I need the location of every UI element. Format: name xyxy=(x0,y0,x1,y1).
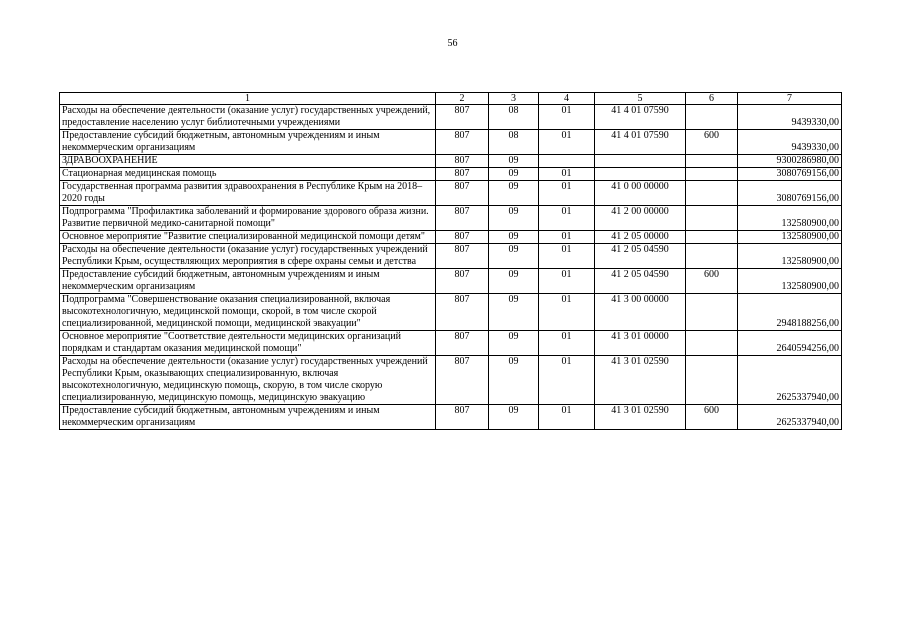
row-target-article: 41 2 05 00000 xyxy=(595,231,686,244)
row-expense-type xyxy=(686,231,738,244)
header-row xyxy=(60,93,842,105)
column-header: 5 xyxy=(595,93,686,105)
row-description: ЗДРАВООХРАНЕНИЕ xyxy=(60,155,436,168)
row-amount: 132580900,00 xyxy=(738,269,842,294)
row-grbs-code: 807 xyxy=(436,356,489,405)
row-section: 09 xyxy=(489,181,539,206)
row-description: Расходы на обеспечение деятельности (оказание услуг) государственных учреждений Республики Крым, осуществляющих мероприятия в сфере охраны семьи и детства xyxy=(60,244,436,269)
row-expense-type xyxy=(686,105,738,130)
row-expense-type xyxy=(686,181,738,206)
row-target-article: 41 3 00 00000 xyxy=(595,294,686,331)
table-row xyxy=(60,231,842,244)
row-subsection: 01 xyxy=(539,105,595,130)
table-row xyxy=(60,155,842,168)
row-expense-type xyxy=(686,331,738,356)
row-subsection: 01 xyxy=(539,130,595,155)
column-header: 6 xyxy=(686,93,738,105)
row-amount: 2625337940,00 xyxy=(738,356,842,405)
row-amount: 132580900,00 xyxy=(738,231,842,244)
row-subsection xyxy=(539,155,595,168)
row-expense-type: 600 xyxy=(686,269,738,294)
row-target-article: 41 3 01 02590 xyxy=(595,356,686,405)
table-row xyxy=(60,130,842,155)
row-section: 09 xyxy=(489,231,539,244)
table-row xyxy=(60,294,842,331)
table-row xyxy=(60,244,842,269)
row-subsection: 01 xyxy=(539,405,595,430)
row-grbs-code: 807 xyxy=(436,206,489,231)
row-section: 08 xyxy=(489,130,539,155)
table-row xyxy=(60,206,842,231)
row-section: 09 xyxy=(489,331,539,356)
row-target-article: 41 3 01 00000 xyxy=(595,331,686,356)
row-section: 09 xyxy=(489,356,539,405)
row-subsection: 01 xyxy=(539,168,595,181)
row-target-article xyxy=(595,168,686,181)
row-section: 09 xyxy=(489,168,539,181)
row-grbs-code: 807 xyxy=(436,181,489,206)
row-expense-type xyxy=(686,294,738,331)
row-expense-type: 600 xyxy=(686,130,738,155)
row-amount: 132580900,00 xyxy=(738,244,842,269)
column-header: 1 xyxy=(60,93,436,105)
row-target-article: 41 4 01 07590 xyxy=(595,130,686,155)
row-target-article: 41 2 05 04590 xyxy=(595,269,686,294)
table-row xyxy=(60,105,842,130)
row-amount: 9439330,00 xyxy=(738,130,842,155)
row-description: Основное мероприятие "Соответствие деятельности медицинских организаций порядкам и стандартам оказания медицинской помощи" xyxy=(60,331,436,356)
row-subsection: 01 xyxy=(539,244,595,269)
row-description: Предоставление субсидий бюджетным, автономным учреждениям и иным некоммерческим организациям xyxy=(60,130,436,155)
row-target-article xyxy=(595,155,686,168)
row-amount: 2625337940,00 xyxy=(738,405,842,430)
row-expense-type xyxy=(686,206,738,231)
row-expense-type xyxy=(686,244,738,269)
row-description: Предоставление субсидий бюджетным, автономным учреждениям и иным некоммерческим организациям xyxy=(60,269,436,294)
row-subsection: 01 xyxy=(539,356,595,405)
row-target-article: 41 2 00 00000 xyxy=(595,206,686,231)
table-row xyxy=(60,405,842,430)
row-grbs-code: 807 xyxy=(436,405,489,430)
row-description: Расходы на обеспечение деятельности (оказание услуг) государственных учреждений Республики Крым, оказывающих специализированную, включая высокотехнологичную, медицинскую помощь, скорую, в том числе скорую специализированную, медицинскую помощь, медицинскую эвакуацию xyxy=(60,356,436,405)
row-grbs-code: 807 xyxy=(436,244,489,269)
row-subsection: 01 xyxy=(539,269,595,294)
row-description: Стационарная медицинская помощь xyxy=(60,168,436,181)
row-subsection: 01 xyxy=(539,331,595,356)
row-grbs-code: 807 xyxy=(436,155,489,168)
table-row xyxy=(60,331,842,356)
row-section: 08 xyxy=(489,105,539,130)
row-amount: 9300286980,00 xyxy=(738,155,842,168)
row-amount: 9439330,00 xyxy=(738,105,842,130)
row-amount: 132580900,00 xyxy=(738,206,842,231)
row-description: Государственная программа развития здравоохранения в Республике Крым на 2018–2020 годы xyxy=(60,181,436,206)
row-section: 09 xyxy=(489,294,539,331)
row-grbs-code: 807 xyxy=(436,231,489,244)
row-description: Предоставление субсидий бюджетным, автономным учреждениям и иным некоммерческим организациям xyxy=(60,405,436,430)
table-row xyxy=(60,181,842,206)
row-subsection: 01 xyxy=(539,181,595,206)
row-amount: 3080769156,00 xyxy=(738,181,842,206)
row-amount: 2640594256,00 xyxy=(738,331,842,356)
row-grbs-code: 807 xyxy=(436,130,489,155)
row-subsection: 01 xyxy=(539,294,595,331)
row-subsection: 01 xyxy=(539,206,595,231)
row-section: 09 xyxy=(489,269,539,294)
row-expense-type xyxy=(686,155,738,168)
row-grbs-code: 807 xyxy=(436,269,489,294)
table-row xyxy=(60,269,842,294)
row-target-article: 41 4 01 07590 xyxy=(595,105,686,130)
row-grbs-code: 807 xyxy=(436,105,489,130)
table-row xyxy=(60,356,842,405)
row-description: Основное мероприятие "Развитие специализированной медицинской помощи детям" xyxy=(60,231,436,244)
column-header: 2 xyxy=(436,93,489,105)
page-number: 56 xyxy=(447,38,458,49)
column-header: 4 xyxy=(539,93,595,105)
row-description: Подпрограмма "Профилактика заболеваний и формирование здорового образа жизни. Развитие первичной медико-санитарной помощи" xyxy=(60,206,436,231)
row-expense-type xyxy=(686,356,738,405)
row-expense-type: 600 xyxy=(686,405,738,430)
row-grbs-code: 807 xyxy=(436,168,489,181)
budget-table xyxy=(59,92,842,430)
row-description: Подпрограмма "Совершенствование оказания специализированной, включая высокотехнологичную, медицинской помощи, скорой, в том числе скорой специализированной, медицинской помощи, медицинской эвакуации" xyxy=(60,294,436,331)
row-target-article: 41 3 01 02590 xyxy=(595,405,686,430)
column-header: 3 xyxy=(489,93,539,105)
row-grbs-code: 807 xyxy=(436,331,489,356)
row-subsection: 01 xyxy=(539,231,595,244)
row-section: 09 xyxy=(489,405,539,430)
row-section: 09 xyxy=(489,244,539,269)
row-expense-type xyxy=(686,168,738,181)
table-row xyxy=(60,168,842,181)
row-amount: 2948188256,00 xyxy=(738,294,842,331)
row-description: Расходы на обеспечение деятельности (оказание услуг) государственных учреждений, предоставление населению услуг библиотечными учреждениями xyxy=(60,105,436,130)
row-section: 09 xyxy=(489,155,539,168)
row-section: 09 xyxy=(489,206,539,231)
row-grbs-code: 807 xyxy=(436,294,489,331)
row-target-article: 41 0 00 00000 xyxy=(595,181,686,206)
row-amount: 3080769156,00 xyxy=(738,168,842,181)
row-target-article: 41 2 05 04590 xyxy=(595,244,686,269)
column-header: 7 xyxy=(738,93,842,105)
